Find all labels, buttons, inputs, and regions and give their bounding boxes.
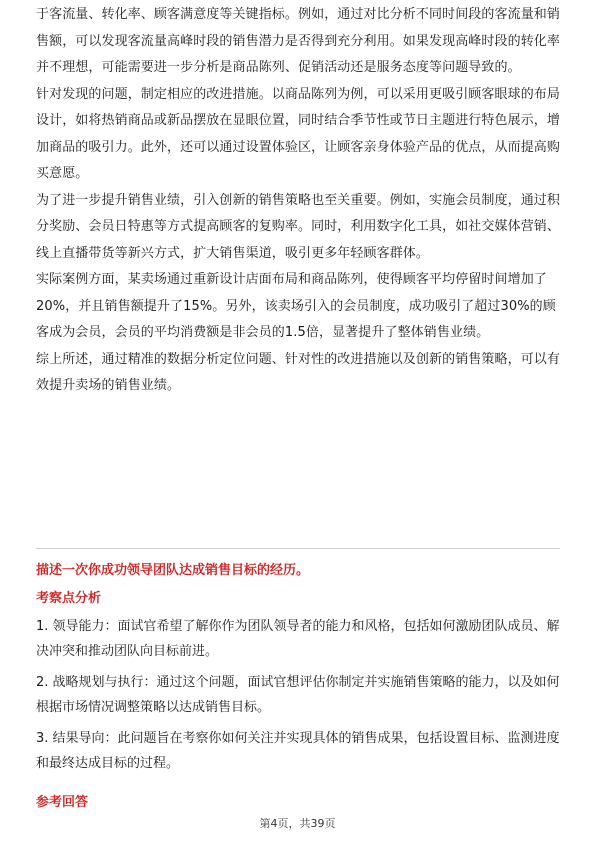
analysis-heading: 考察点分析 — [36, 591, 102, 606]
question-title: 描述一次你成功领导团队达成销售目标的经历。 — [36, 563, 310, 578]
analysis-item-strategy: 2. 战略规划与执行：通过这个问题，面试官想评估你制定并实施销售策略的能力，以及如何根据市场情况调整策略以达成销售目标。 — [36, 675, 560, 715]
paragraph-improvement: 针对发现的问题，制定相应的改进措施。以商品陈列为例，可以采用更吸引顾客眼球的布局设计，如将热销商品或新品摆放在显眼位置，同时结合季节性或节日主题进行特色展示，增加商品的吸引力。此外，还可以通过设置体验区，让顾客亲身体验产品的优点，从而提高购买意愿。 — [36, 86, 561, 181]
paragraph-analysis: 于客流量、转化率、顾客满意度等关键指标。例如，通过对比分析不同时间段的客流量和销售额，可以发现客流量高峰时段的销售潜力是否得到充分利用。如果发现高峰时段的转化率并不理想，可能需要进一步分析是商品陈列、促销活动还是服务态度等问题导致的。 — [36, 7, 561, 75]
analysis-section — [36, 589, 562, 609]
paragraph-case-study: 实际案例方面，某卖场通过重新设计店面布局和商品陈列，使得顾客平均停留时间增加了20%，并且销售额提升了15%。另外，该卖场引入的会员制度，成功吸引了超过30%的顾客成为会员，会员的平均消费额是非会员的1.5倍，显著提升了整体销售业绩。 — [36, 272, 556, 340]
paragraph-strategy: 为了进一步提升销售业绩，引入创新的销售策略也至关重要。例如，实施会员制度，通过积分奖励、会员日特惠等方式提高顾客的复购率。同时，利用数字化工具，如社交媒体营销、线上直播带货等新兴方式，扩大销售渠道，吸引更多年轻顾客群体。 — [36, 192, 561, 261]
page-number: 第4页，共39页 — [259, 817, 336, 830]
paragraph-summary: 综上所述，通过精准的数据分析定位问题、针对性的改进措施以及创新的销售策略，可以有效提升卖场的销售业绩。 — [36, 351, 561, 393]
analysis-item-results: 3. 结果导向：此问题旨在考察你如何关注并实现具体的销售成果，包括设置目标、监测进度和最终达成目标的过程。 — [36, 731, 560, 771]
answer-section — [36, 793, 562, 813]
section-divider — [36, 548, 560, 549]
analysis-item-leadership: 1. 领导能力：面试官希望了解你作为团队领导者的能力和风格，包括如何激励团队成员、解决冲突和推动团队向目标前进。 — [36, 619, 560, 659]
question-section — [36, 561, 562, 581]
analysis-list — [36, 614, 562, 776]
body-text — [36, 2, 562, 400]
answer-heading: 参考回答 — [36, 795, 89, 810]
